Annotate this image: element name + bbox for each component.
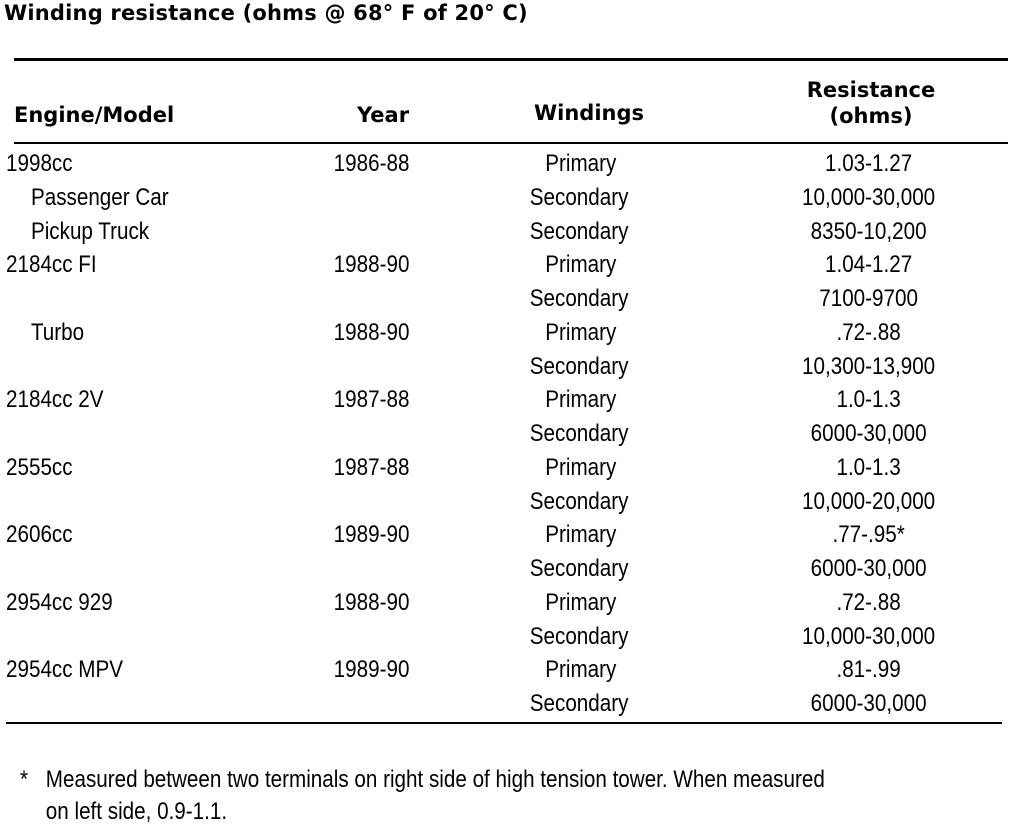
cell-resistance-value: 1.03-1.27	[824, 150, 913, 177]
table-row	[0, 620, 936, 654]
table-row	[0, 552, 927, 586]
cell-winding: Primary	[545, 251, 617, 279]
cell-resistance-value: 1.0-1.3	[836, 386, 901, 414]
cell-winding: Primary	[545, 588, 617, 616]
cell-resistance-value: 1.0-1.3	[836, 453, 901, 481]
footnote-line-2: on left side, 0.9-1.1.	[45, 798, 228, 825]
table-row	[0, 282, 918, 316]
table-row	[0, 316, 901, 350]
cell-resistance-value: .77-.95*	[832, 521, 905, 549]
table-row	[0, 215, 927, 249]
cell-resistance-value: 10,000-30,000	[802, 183, 936, 211]
cell-resistance-value: .72-.88	[836, 588, 901, 616]
cell-winding: Secondary	[529, 285, 629, 312]
cell-engine-model: 2954cc MPV	[6, 656, 124, 684]
table-row	[0, 350, 936, 384]
cell-resistance-value: 1.04-1.27	[824, 251, 913, 279]
cell-winding: Primary	[545, 656, 617, 684]
cell-resistance-value: 10,000-30,000	[802, 622, 936, 650]
table-body	[0, 147, 1024, 721]
table-row	[0, 485, 936, 519]
cell-winding: Secondary	[529, 487, 629, 515]
header-year: Year	[357, 103, 410, 127]
cell-winding: Secondary	[529, 217, 629, 245]
table-row	[0, 383, 901, 417]
cell-winding: Secondary	[529, 420, 629, 447]
header-resistance-line1: Resistance	[806, 78, 936, 102]
cell-engine-model: 2606cc	[6, 521, 73, 549]
header-engine-model: Engine/Model	[14, 103, 175, 127]
footnote-text	[46, 764, 1009, 828]
cell-winding: Secondary	[529, 183, 629, 211]
cell-winding: Primary	[545, 150, 617, 177]
cell-engine-model: 2555cc	[6, 453, 73, 481]
cell-year: 1988-90	[333, 251, 410, 279]
cell-resistance-value: .72-.88	[836, 318, 901, 346]
top-rule	[14, 58, 1008, 61]
cell-winding: Secondary	[529, 690, 629, 717]
cell-engine-model: 2954cc 929	[6, 588, 113, 616]
footnote-line-1: Measured between two terminals on right side of high tension tower. When measured	[45, 766, 825, 793]
cell-winding: Primary	[545, 521, 617, 549]
cell-engine-model: Turbo	[30, 318, 85, 346]
table-row	[0, 181, 936, 215]
bottom-rule	[6, 722, 1002, 724]
cell-resistance-value: 8350-10,200	[810, 217, 927, 245]
table-row	[0, 687, 927, 721]
header-resistance-line2: (ohms)	[829, 104, 913, 128]
cell-year: 1989-90	[333, 656, 410, 684]
cell-resistance-value: 10,300-13,900	[802, 352, 936, 380]
table-row	[0, 248, 913, 282]
cell-engine-model: 1998cc	[6, 150, 73, 177]
cell-winding: Secondary	[529, 555, 629, 582]
cell-engine-model: 2184cc 2V	[6, 386, 104, 414]
cell-resistance-value: 6000-30,000	[810, 690, 927, 717]
cell-resistance-value: .81-.99	[836, 656, 901, 684]
header-rule	[14, 142, 1008, 144]
table-row	[0, 147, 913, 181]
cell-engine-model: 2184cc FI	[6, 251, 97, 279]
header-windings: Windings	[534, 101, 645, 125]
cell-resistance-value: 7100-9700	[819, 285, 918, 312]
cell-engine-model: Pickup Truck	[30, 217, 150, 245]
cell-winding: Secondary	[529, 352, 629, 380]
table-row	[0, 518, 905, 552]
cell-winding: Primary	[545, 318, 617, 346]
table-row	[0, 417, 927, 451]
cell-resistance-value: 10,000-20,000	[802, 487, 936, 515]
cell-year: 1988-90	[333, 588, 410, 616]
header-resistance	[786, 77, 956, 129]
cell-year: 1986-88	[333, 150, 410, 177]
cell-winding: Primary	[545, 453, 617, 481]
table-title: Winding resistance (ohms @ 68° F of 20° C)	[4, 1, 528, 25]
cell-year: 1989-90	[333, 521, 410, 549]
cell-winding: Primary	[545, 386, 617, 414]
cell-year: 1988-90	[333, 318, 410, 346]
cell-resistance-value: 6000-30,000	[810, 420, 927, 447]
cell-resistance-value: 6000-30,000	[810, 555, 927, 582]
footnote-marker: *	[20, 766, 29, 793]
table-row	[0, 451, 901, 485]
cell-engine-model: Passenger Car	[30, 183, 169, 211]
cell-year: 1987-88	[333, 453, 410, 481]
table-row	[0, 653, 901, 687]
cell-winding: Secondary	[529, 622, 629, 650]
cell-year: 1987-88	[333, 386, 410, 414]
table-row	[0, 586, 901, 620]
